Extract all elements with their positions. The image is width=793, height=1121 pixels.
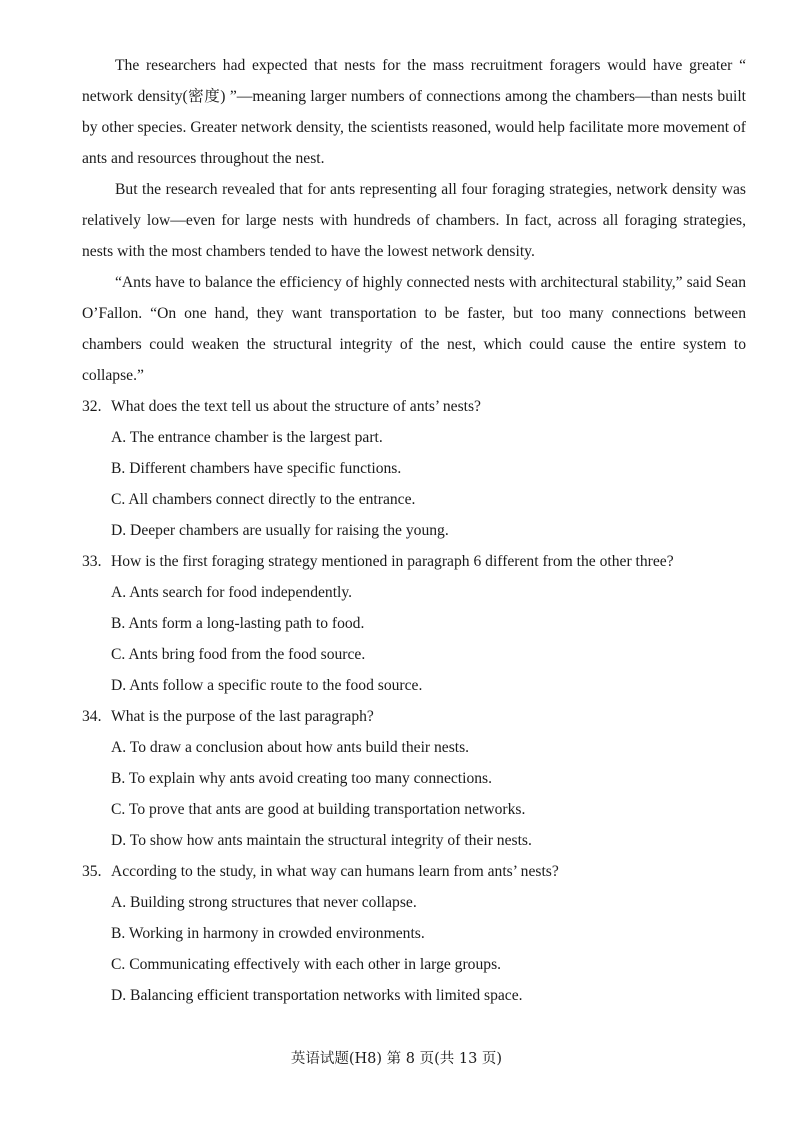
- question-number: 32.: [82, 398, 102, 415]
- question-32: [82, 391, 746, 546]
- passage-paragraph: But the research revealed that for ants representing all four foraging strategies, network density was relatively low—even for large nests with hundreds of chambers. In fact, across all foraging strategies, nests with the most chambers tended to have the lowest network density.: [82, 181, 746, 260]
- option-c: C. Communicating effectively with each other in large groups.: [111, 956, 502, 973]
- question-text: What does the text tell us about the structure of ants’ nests?: [111, 398, 481, 415]
- option-b: B. Different chambers have specific functions.: [111, 460, 402, 477]
- question-35: [82, 856, 746, 1011]
- option-b: B. To explain why ants avoid creating too many connections.: [111, 770, 493, 787]
- option-d: D. Deeper chambers are usually for raising the young.: [111, 522, 449, 539]
- option-b: B. Ants form a long-lasting path to food.: [111, 615, 365, 632]
- question-33: [82, 546, 746, 701]
- question-34: [82, 701, 746, 856]
- question-text: According to the study, in what way can humans learn from ants’ nests?: [111, 863, 559, 880]
- question-stem: [82, 856, 746, 887]
- option-a: A. Building strong structures that never collapse.: [111, 894, 417, 911]
- option-a: A. To draw a conclusion about how ants build their nests.: [111, 739, 470, 756]
- question-number: 35.: [82, 863, 102, 880]
- page-footer: 英语试题(H8) 第 8 页(共 13 页): [290, 1051, 503, 1067]
- option-d: D. To show how ants maintain the structural integrity of their nests.: [111, 832, 532, 849]
- question-text: What is the purpose of the last paragraph?: [111, 708, 374, 725]
- option-c: C. All chambers connect directly to the entrance.: [111, 491, 416, 508]
- option-b: B. Working in harmony in crowded environments.: [111, 925, 425, 942]
- option-c: C. To prove that ants are good at building transportation networks.: [111, 801, 526, 818]
- option-a: A. The entrance chamber is the largest part.: [111, 429, 383, 446]
- question-text: How is the first foraging strategy mentioned in paragraph 6 different from the other three?: [111, 553, 674, 570]
- question-number: 34.: [82, 708, 102, 725]
- question-stem: [82, 546, 746, 577]
- reading-passage: [82, 50, 746, 391]
- passage-paragraph: The researchers had expected that nests for the mass recruitment foragers would have greater “ network density(密度) ”—meaning larger numbers of connections among the chambers—than nests built by other species. Greater network density, the scientists reasoned, would help facilitate more movement of ants and resources throughout the nest.: [82, 57, 746, 167]
- passage-paragraph: “Ants have to balance the efficiency of highly connected nests with architectural stability,” said Sean O’Fallon. “On one hand, they want transportation to be faster, but too many connections between chambers could weaken the structural integrity of the nest, which could cause the entire system to collapse.”: [82, 274, 746, 384]
- question-stem: [82, 391, 746, 422]
- option-d: D. Balancing efficient transportation networks with limited space.: [111, 987, 523, 1004]
- exam-page: [82, 50, 746, 1011]
- option-a: A. Ants search for food independently.: [111, 584, 353, 601]
- option-c: C. Ants bring food from the food source.: [111, 646, 366, 663]
- option-d: D. Ants follow a specific route to the food source.: [111, 677, 423, 694]
- question-number: 33.: [82, 553, 102, 570]
- question-stem: [82, 701, 746, 732]
